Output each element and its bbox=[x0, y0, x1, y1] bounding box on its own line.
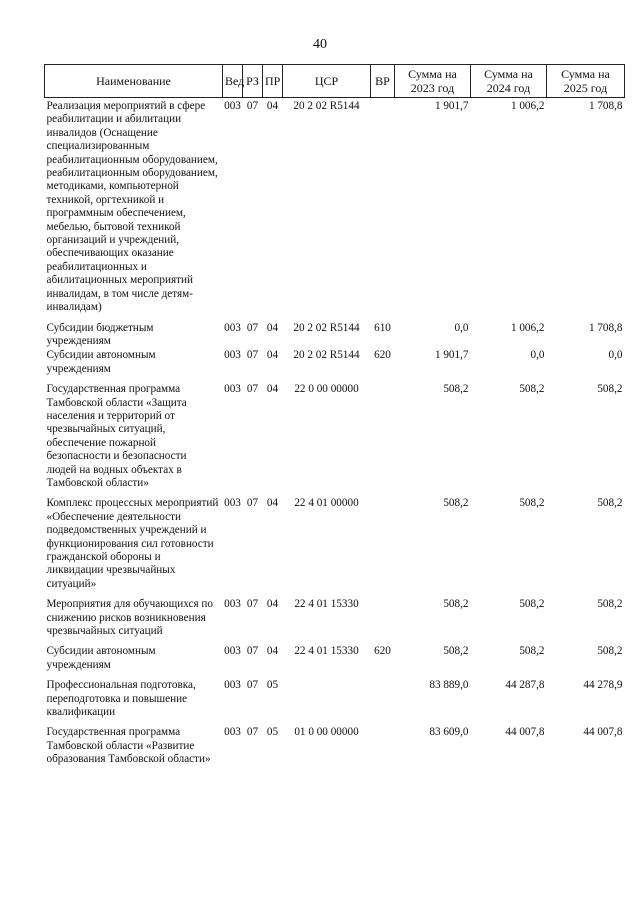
cell-sum-2023: 508,2 bbox=[443, 645, 469, 658]
table-row bbox=[45, 98, 625, 315]
cell-sum-2024: 508,2 bbox=[519, 598, 545, 611]
cell-pr: 04 bbox=[266, 349, 279, 362]
cell-pr: 05 bbox=[266, 679, 279, 692]
cell-vr: 620 bbox=[374, 349, 391, 362]
cell-vr bbox=[371, 719, 395, 766]
header-name: Наименование bbox=[45, 65, 223, 98]
cell-sum-2024: 1 006,2 bbox=[510, 100, 545, 112]
budget-table bbox=[44, 64, 625, 767]
table-row bbox=[45, 315, 625, 349]
cell-ved: 003 bbox=[224, 321, 241, 334]
cell-sum-2025: 508,2 bbox=[597, 497, 623, 510]
cell-sum-2025: 1 708,8 bbox=[588, 100, 623, 112]
cell-pr: 04 bbox=[266, 321, 279, 334]
header-sum-2024: Сумма на 2024 год bbox=[471, 65, 547, 98]
cell-sum-2024: 508,2 bbox=[519, 497, 545, 510]
cell-sum-2023: 83 609,0 bbox=[429, 726, 469, 739]
header-sum-2023: Сумма на 2023 год bbox=[395, 65, 471, 98]
cell-sum-2025: 44 278,9 bbox=[583, 679, 623, 692]
header-csr: ЦСР bbox=[283, 65, 371, 98]
cell-pr: 04 bbox=[266, 383, 279, 396]
cell-rz: 07 bbox=[246, 349, 259, 362]
cell-vr bbox=[371, 490, 395, 591]
cell-name: Субсидии автономным учреждениям bbox=[46, 349, 156, 375]
cell-rz: 07 bbox=[246, 321, 259, 334]
cell-csr: 20 2 02 R5144 bbox=[293, 321, 360, 334]
cell-sum-2023: 508,2 bbox=[443, 383, 469, 396]
cell-pr: 04 bbox=[266, 497, 279, 510]
cell-name: Реализация мероприятий в сфере реабилитации и абилитации инвалидов (Оснащение специализированным реабилитационным оборудованием, реабилитационным оборудованием, методиками, компьютерной техникой, оргтехникой и программным обеспечением, мебелью, бытовой техникой организаций и учреждений, обеспечивающих оказание реабилитационных и абилитационных мероприятий инвалидам, в том числе детям-инвалидам) bbox=[46, 100, 218, 314]
header-vr: ВР bbox=[371, 65, 395, 98]
table-row bbox=[45, 376, 625, 490]
cell-csr: 22 4 01 15330 bbox=[294, 598, 359, 611]
table-row bbox=[45, 672, 625, 719]
table-row bbox=[45, 719, 625, 766]
cell-name: Государственная программа Тамбовской области «Развитие образования Тамбовской области» bbox=[46, 726, 211, 766]
table-row bbox=[45, 490, 625, 591]
cell-sum-2024: 0,0 bbox=[530, 349, 545, 362]
cell-ved: 003 bbox=[224, 383, 241, 396]
cell-sum-2024: 44 007,8 bbox=[505, 726, 545, 739]
cell-sum-2025: 508,2 bbox=[597, 598, 623, 611]
cell-sum-2024: 508,2 bbox=[519, 645, 545, 658]
cell-vr: 610 bbox=[374, 321, 391, 334]
table-row bbox=[45, 638, 625, 672]
cell-sum-2024: 508,2 bbox=[519, 383, 545, 396]
cell-rz: 07 bbox=[246, 679, 259, 692]
page-number: 40 bbox=[313, 37, 327, 52]
cell-csr: 22 0 00 00000 bbox=[294, 383, 359, 396]
table-row bbox=[45, 591, 625, 638]
cell-ved: 003 bbox=[224, 100, 241, 112]
cell-csr: 22 4 01 00000 bbox=[294, 497, 359, 510]
cell-csr bbox=[283, 672, 371, 719]
cell-ved: 003 bbox=[224, 598, 241, 611]
cell-pr: 04 bbox=[266, 645, 279, 658]
cell-sum-2023: 1 901,7 bbox=[434, 100, 469, 112]
cell-vr bbox=[371, 672, 395, 719]
cell-sum-2024: 1 006,2 bbox=[510, 321, 545, 334]
cell-sum-2025: 0,0 bbox=[608, 349, 623, 362]
table-header bbox=[45, 65, 625, 98]
cell-csr: 20 2 02 R5144 bbox=[293, 100, 360, 112]
table-body bbox=[45, 98, 625, 767]
cell-sum-2025: 508,2 bbox=[597, 383, 623, 396]
cell-name: Комплекс процессных мероприятий «Обеспечение деятельности подведомственных учреждений и функционирования сил готовности гражданской обороны и ликвидации чрезвычайных ситуаций» bbox=[46, 497, 219, 590]
header-pr: ПР bbox=[263, 65, 283, 98]
cell-ved: 003 bbox=[224, 679, 241, 692]
cell-name: Субсидии бюджетным учреждениям bbox=[46, 321, 154, 347]
cell-rz: 07 bbox=[246, 598, 259, 611]
cell-ved: 003 bbox=[224, 645, 241, 658]
table-row bbox=[45, 348, 625, 376]
cell-rz: 07 bbox=[246, 383, 259, 396]
cell-ved: 003 bbox=[224, 497, 241, 510]
cell-pr: 04 bbox=[266, 100, 279, 112]
cell-sum-2025: 1 708,8 bbox=[588, 321, 623, 334]
cell-sum-2025: 44 007,8 bbox=[583, 726, 623, 739]
cell-vr: 620 bbox=[374, 645, 391, 658]
cell-csr: 22 4 01 15330 bbox=[294, 645, 359, 658]
header-sum-2025: Сумма на 2025 год bbox=[547, 65, 625, 98]
cell-vr bbox=[371, 376, 395, 490]
cell-ved: 003 bbox=[224, 726, 241, 739]
header-ved: Вед bbox=[223, 65, 243, 98]
cell-rz: 07 bbox=[246, 497, 259, 510]
cell-pr: 05 bbox=[266, 726, 279, 739]
cell-sum-2024: 44 287,8 bbox=[505, 679, 545, 692]
cell-csr: 01 0 00 00000 bbox=[294, 726, 359, 739]
cell-rz: 07 bbox=[246, 645, 259, 658]
cell-csr: 20 2 02 R5144 bbox=[293, 349, 360, 362]
cell-sum-2023: 508,2 bbox=[443, 497, 469, 510]
cell-sum-2023: 1 901,7 bbox=[434, 349, 469, 362]
cell-sum-2023: 83 889,0 bbox=[429, 679, 469, 692]
cell-rz: 07 bbox=[246, 726, 259, 739]
cell-vr bbox=[371, 98, 395, 315]
cell-name: Профессиональная подготовка, переподготовка и повышение квалификации bbox=[46, 679, 196, 719]
cell-sum-2025: 508,2 bbox=[597, 645, 623, 658]
cell-pr: 04 bbox=[266, 598, 279, 611]
header-rz: РЗ bbox=[243, 65, 263, 98]
cell-sum-2023: 0,0 bbox=[454, 321, 469, 334]
cell-vr bbox=[371, 591, 395, 638]
cell-name: Субсидии автономным учреждениям bbox=[46, 645, 156, 671]
cell-name: Мероприятия для обучающихся по снижению рисков возникновения чрезвычайных ситуаций bbox=[46, 598, 213, 638]
cell-sum-2023: 508,2 bbox=[443, 598, 469, 611]
cell-rz: 07 bbox=[246, 100, 259, 112]
cell-ved: 003 bbox=[224, 349, 241, 362]
cell-name: Государственная программа Тамбовской области «Защита населения и территорий от чрезвычайных ситуаций, обеспечение пожарной безопасности и безопасности людей на водных объектах в Тамбовской области» bbox=[46, 383, 187, 489]
